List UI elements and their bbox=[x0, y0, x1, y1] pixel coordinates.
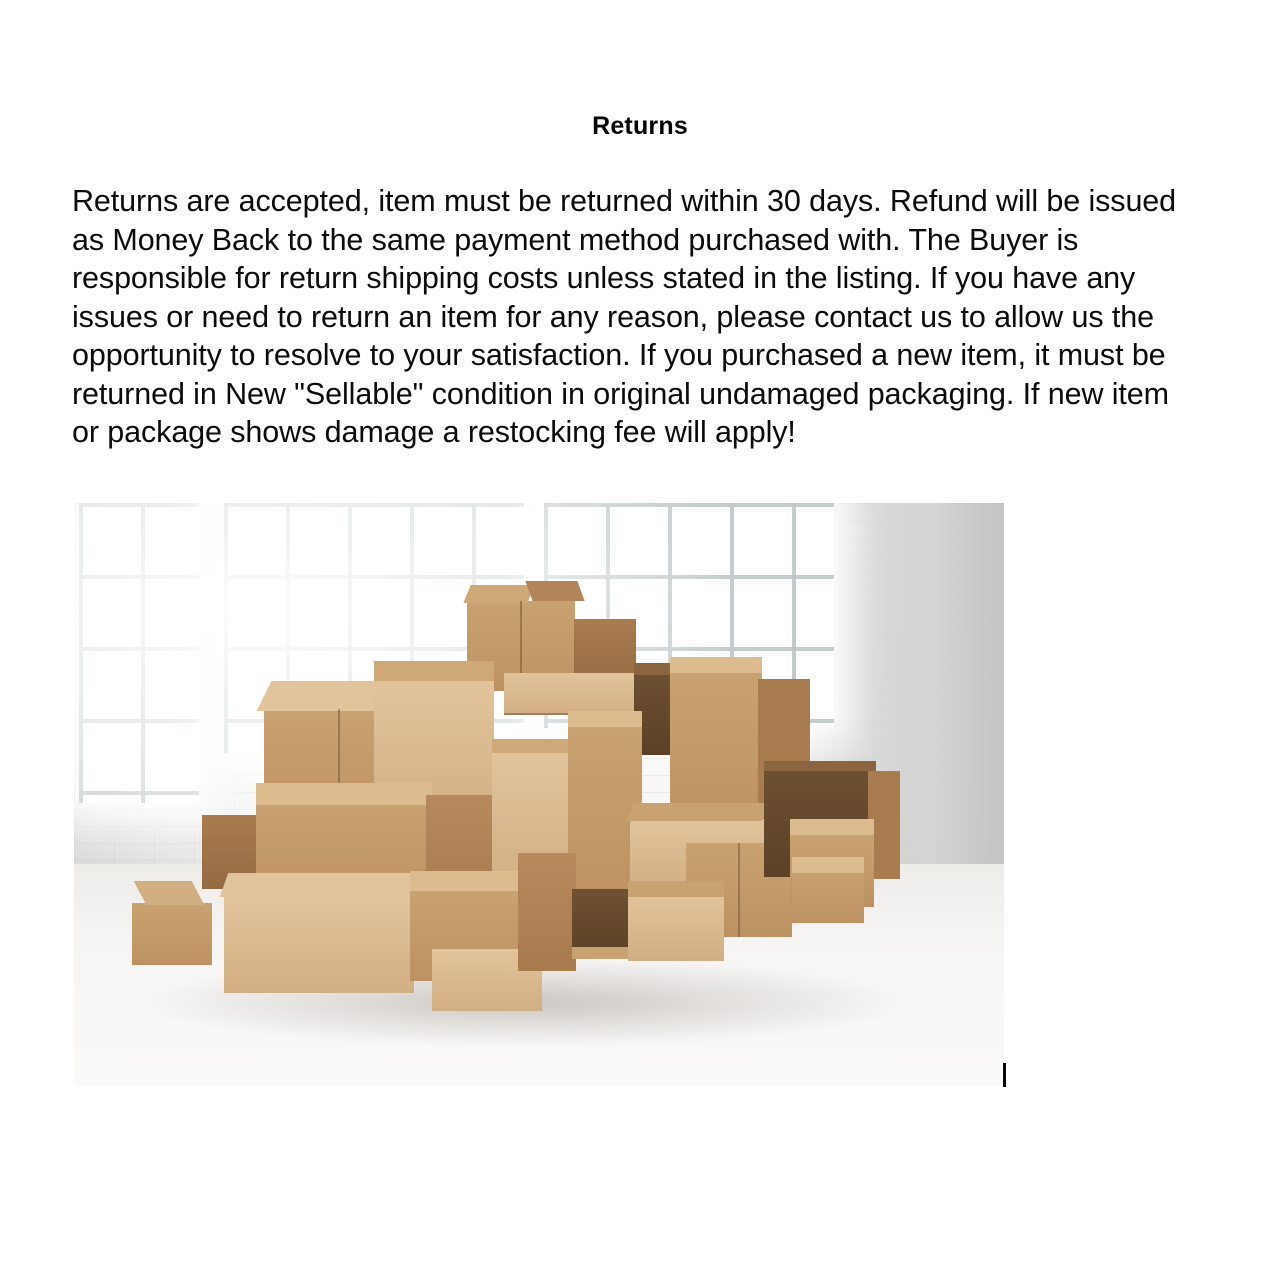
text-cursor bbox=[1003, 1063, 1006, 1087]
box-front-right bbox=[628, 895, 724, 961]
box-front-left bbox=[224, 895, 414, 993]
box-front-narrow bbox=[518, 853, 576, 971]
box-far-right-small bbox=[792, 871, 864, 923]
boxes-photo bbox=[74, 503, 1004, 1086]
page-title: Returns bbox=[592, 112, 688, 140]
returns-policy-text: Returns are accepted, item must be returned within 30 days. Refund will be issued as Money Back to the same payment method purchased with. The Buyer is responsible for return shipping costs unless stated in the listing. If you have any issues or need to return an item for any reason, please contact us to allow us the opportunity to resolve to your satisfaction. If you purchased a new item, it must be returned in New "Sellable" condition in original undamaged packaging. If new item or package shows damage a restocking fee will apply! bbox=[72, 184, 1177, 449]
box-front-flap bbox=[132, 903, 212, 965]
box-tall-right bbox=[670, 671, 762, 821]
box-flat-upper bbox=[504, 673, 634, 715]
